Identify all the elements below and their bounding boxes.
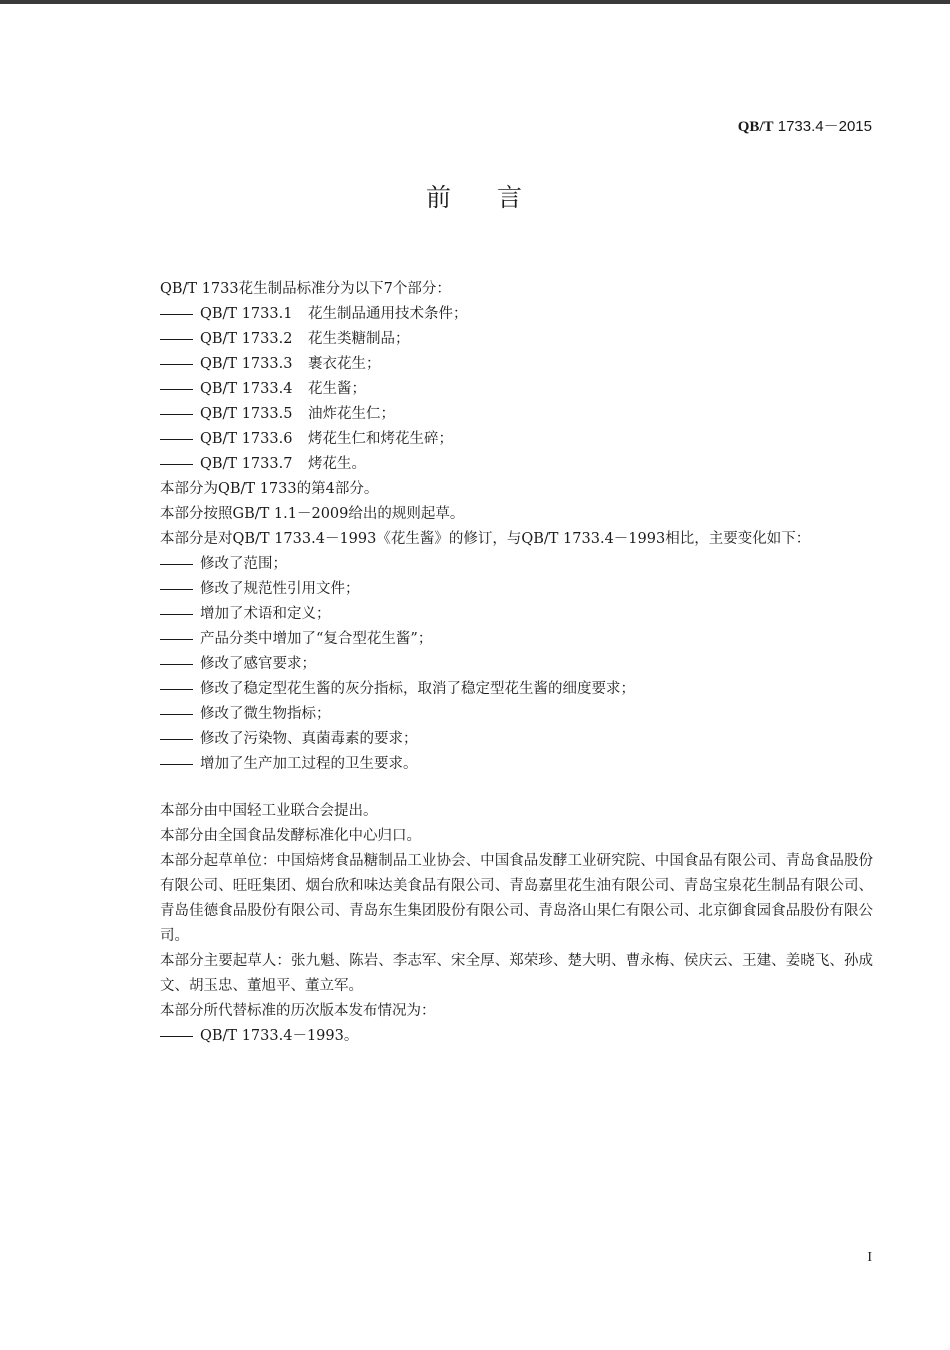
list-item: QB/T 1733.5 油炸花生仁； <box>127 402 873 427</box>
dash-mark <box>160 352 200 377</box>
dash-mark <box>160 452 200 477</box>
history-intro: 本部分所代替标准的历次版本发布情况为： <box>160 1003 436 1019</box>
change-item: 修改了感官要求； <box>127 652 873 677</box>
dash-mark <box>160 602 200 627</box>
dash-mark <box>160 627 200 652</box>
standard-code <box>738 115 872 136</box>
list-item: QB/T 1733.4 花生酱； <box>127 377 873 402</box>
list-item: QB/T 1733.3 裹衣花生； <box>127 352 873 377</box>
dash-mark <box>160 752 200 777</box>
dash-mark <box>160 727 200 752</box>
paragraph-gap <box>127 777 873 799</box>
dash-mark <box>160 702 200 727</box>
dash-mark <box>160 302 200 327</box>
change-item: 增加了术语和定义； <box>127 602 873 627</box>
proposed-by: 本部分由中国轻工业联合会提出。 <box>160 803 378 819</box>
standard-code-number: 1733.4－2015 <box>773 118 872 135</box>
dash-mark <box>160 652 200 677</box>
statement-line: 本部分是对QB/T 1733.4－1993《花生酱》的修订，与QB/T 1733.4－1993相比，主要变化如下： <box>160 531 811 547</box>
dash-mark <box>160 577 200 602</box>
dash-mark <box>160 427 200 452</box>
page-number: I <box>867 1250 872 1265</box>
intro-line: QB/T 1733花生制品标准分为以下7个部分： <box>160 281 451 297</box>
standard-code-prefix: QB/T <box>737 119 774 135</box>
drafters: 本部分主要起草人：张九魁、陈岩、李志军、宋全厚、郑荣珍、楚大明、曹永梅、侯庆云、王建、姜晓飞、孙成文、胡玉忠、董旭平、董立军。 <box>160 953 873 994</box>
managed-by: 本部分由全国食品发酵标准化中心归口。 <box>160 828 421 844</box>
change-item: 修改了稳定型花生酱的灰分指标，取消了稳定型花生酱的细度要求； <box>127 677 873 702</box>
foreword-body <box>127 277 873 1049</box>
page-top-border <box>0 0 950 4</box>
statement-line: 本部分按照GB/T 1.1－2009给出的规则起草。 <box>160 506 465 522</box>
drafting-units: 本部分起草单位：中国焙烤食品糖制品工业协会、中国食品发酵工业研究院、中国食品有限公司、青岛食品股份有限公司、旺旺集团、烟台欣和味达美食品有限公司、青岛嘉里花生油有限公司、青岛宝泉花生制品有限公司、青岛佳德食品股份有限公司、青岛东生集团股份有限公司、青岛洛山果仁有限公司、北京御食园食品股份有限公司。 <box>160 853 873 944</box>
list-item: QB/T 1733.6 烤花生仁和烤花生碎； <box>127 427 873 452</box>
change-item: 增加了生产加工过程的卫生要求。 <box>127 752 873 777</box>
history-item: QB/T 1733.4－1993。 <box>127 1024 873 1049</box>
dash-mark <box>160 1024 200 1049</box>
dash-mark <box>160 327 200 352</box>
change-item: 产品分类中增加了“复合型花生酱”； <box>127 627 873 652</box>
list-item: QB/T 1733.1 花生制品通用技术条件； <box>127 302 873 327</box>
list-item: QB/T 1733.2 花生类糖制品； <box>127 327 873 352</box>
dash-mark <box>160 377 200 402</box>
list-item: QB/T 1733.7 烤花生。 <box>127 452 873 477</box>
change-item: 修改了范围； <box>127 552 873 577</box>
dash-mark <box>160 552 200 577</box>
dash-mark <box>160 677 200 702</box>
change-item: 修改了规范性引用文件； <box>127 577 873 602</box>
page-title: 前 言 <box>425 183 525 212</box>
change-item: 修改了污染物、真菌毒素的要求； <box>127 727 873 752</box>
statement-line: 本部分为QB/T 1733的第4部分。 <box>160 481 379 497</box>
dash-mark <box>160 402 200 427</box>
change-item: 修改了微生物指标； <box>127 702 873 727</box>
